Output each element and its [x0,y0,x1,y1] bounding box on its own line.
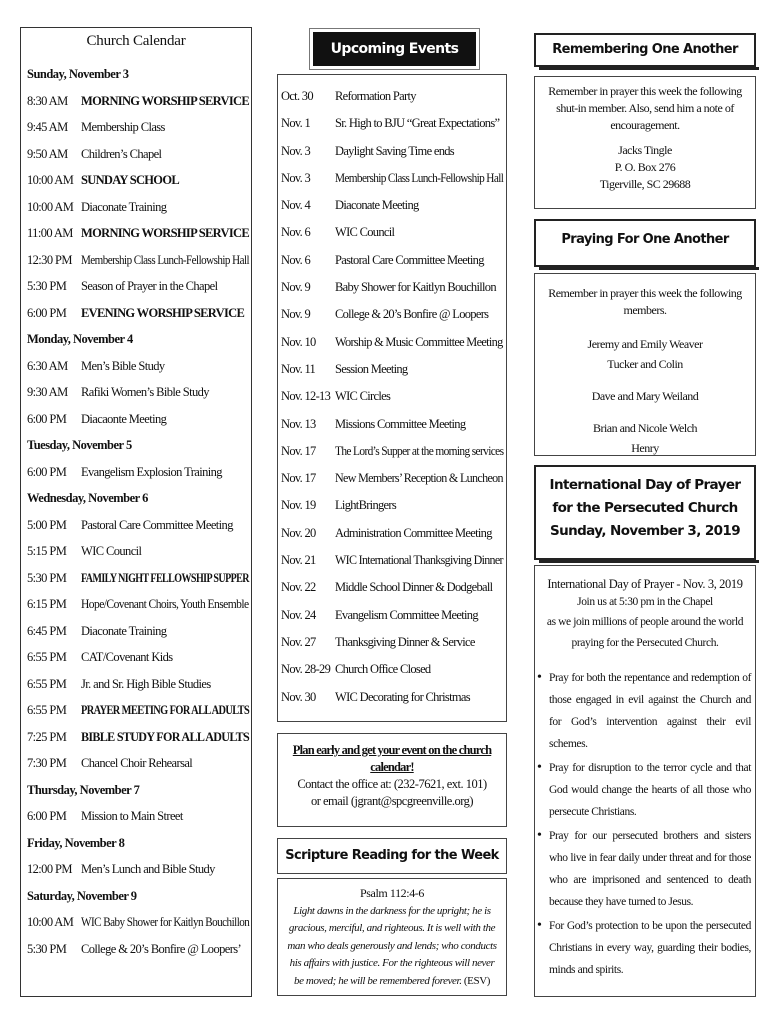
upcoming-event-date: Nov. 3 [281,143,311,158]
upcoming-event-row [278,385,506,412]
event-time: 12:00 PM [27,862,72,876]
upcoming-event-name: WIC Council [335,225,395,240]
prayer-member-group [535,334,755,374]
calendar-day-label: Wednesday, November 6 [27,491,148,505]
upcoming-event-date: Nov. 24 [281,607,316,622]
calendar-day-label: Monday, November 4 [27,332,133,346]
upcoming-event-name: Evangelism Committee Meeting [335,607,478,622]
upcoming-event-date: Nov. 3 [281,170,311,185]
event-time: 7:30 PM [27,756,67,770]
upcoming-event-row [278,686,506,713]
idp-bullet: • Pray for our persecuted brothers and sisters who live in fear daily under threat and for those who are imprisoned and sentenced to death because they have turned to Jesus. [535,825,751,913]
upcoming-event-date: Nov. 9 [281,280,311,295]
upcoming-event-name: WIC Decorating for Christmas [335,689,470,704]
prayer-member-group [535,418,755,458]
upcoming-event-row [278,140,506,167]
event-time: 6:00 PM [27,464,67,479]
calendar-title: Church Calendar [86,33,186,49]
upcoming-event-name: Church Office Closed [335,662,431,677]
event-time: 12:30 PM [27,252,72,267]
calendar-event [21,300,251,327]
event-name: MORNING WORSHIP SERVICE [81,226,249,240]
calendar-event [21,538,251,565]
calendar-event [21,406,251,433]
upcoming-events-title: Upcoming Events [313,32,476,66]
upcoming-event-name: New Members’ Reception & Luncheon [335,471,503,486]
calendar-event [21,353,251,380]
event-name: College & 20’s Bonfire @ Loopers’ [81,941,242,956]
calendar-day-label: Thursday, November 7 [27,782,140,797]
praying-intro: Remember in prayer this week the following members. [548,286,742,317]
calendar-event [21,591,251,618]
event-time: 6:55 PM [27,703,67,717]
event-name: WIC Baby Shower for Kaitlyn Bouchillon [81,915,250,929]
upcoming-event-name: Missions Committee Meeting [335,416,466,431]
event-name: Pastoral Care Committee Meeting [81,517,233,532]
event-name: Men’s Bible Study [81,358,165,373]
calendar-event [21,114,251,141]
event-time: 6:00 PM [27,411,67,426]
upcoming-events-header [309,28,480,70]
calendar-event [21,247,251,274]
calendar-event [21,697,251,724]
upcoming-event-date: Nov. 9 [281,307,311,322]
idp-title-line-2: for the Persecuted Church [552,500,738,516]
event-name: Season of Prayer in the Chapel [81,279,218,293]
upcoming-event-name: Middle School Dinner & Dodgeball [335,580,493,595]
event-name: WIC Council [81,544,142,558]
upcoming-event-date: Nov. 21 [281,553,316,568]
upcoming-event-date: Nov. 11 [281,361,316,376]
calendar-day-label: Friday, November 8 [27,835,125,850]
calendar-event [21,194,251,221]
event-name: CAT/Covenant Kids [81,650,173,664]
event-name: Membership Class Lunch-Fellowship Hall [81,252,250,267]
upcoming-event-name: Sr. High to BJU “Great Expectations” [335,116,500,131]
calendar-day-label: Tuesday, November 5 [27,438,132,452]
calendar-event [21,618,251,645]
upcoming-event-row [278,331,506,358]
event-name: Evangelism Explosion Training [81,464,222,479]
scripture-body [277,878,507,996]
event-time: 6:00 PM [27,305,67,320]
event-name: Children’s Chapel [81,146,162,161]
event-name: Rafiki Women’s Bible Study [81,385,209,399]
event-time: 10:00 AM [27,173,74,187]
event-time: 7:25 PM [27,729,67,744]
upcoming-event-date: Nov. 6 [281,252,311,267]
plan-early-box [277,733,507,827]
upcoming-event-row [278,85,506,112]
event-time: 9:50 AM [27,146,68,161]
praying-header [534,219,756,267]
calendar-event [21,512,251,539]
idp-title-line-3: Sunday, November 3, 2019 [549,523,741,539]
upcoming-event-row [278,549,506,576]
idp-line-1: Join us at 5:30 pm in the Chapel [577,596,713,608]
idp-bullet: • Pray for both the repentance and redemption of those engaged in evil against the Church and for God’s intervention against their evil schemes. [535,667,751,755]
plan-contact: Contact the office at: (232-7621, ext. 101) [297,777,487,791]
event-time: 9:45 AM [27,120,68,134]
calendar-event [21,141,251,168]
event-time: 6:55 PM [27,676,67,691]
event-name: Diacaonte Meeting [81,411,167,426]
upcoming-event-name: Session Meeting [335,361,408,376]
upcoming-event-name: Thanksgiving Dinner & Service [335,634,475,649]
shut-in-name: Jacks Tingle [618,143,672,157]
plan-email: or email (jgrant@spcgreenville.org) [310,794,474,808]
upcoming-events-list [277,74,507,722]
calendar-event [21,565,251,592]
upcoming-event-date: Nov. 19 [281,498,316,513]
upcoming-event-date: Nov. 22 [281,580,316,595]
idp-header [534,465,756,560]
calendar-event [21,909,251,936]
calendar-day-label: Saturday, November 9 [27,888,137,903]
prayer-member-line-1: Brian and Nicole Welch [592,421,698,435]
calendar-event [21,88,251,115]
idp-bullet: • Pray for disruption to the terror cycle and that God would change the hearts of all those who persecute Christians. [535,757,751,823]
upcoming-event-date: Nov. 10 [281,334,316,349]
upcoming-event-row [278,112,506,139]
calendar-event [21,856,251,883]
event-time: 5:30 PM [27,570,67,585]
upcoming-event-name: College & 20’s Bonfire @ Loopers [335,307,489,322]
upcoming-event-date: Nov. 27 [281,634,316,649]
calendar-event [21,671,251,698]
upcoming-event-date: Nov. 12-13 [281,389,331,404]
calendar-event [21,750,251,777]
upcoming-event-row [278,276,506,303]
event-time: 11:00 AM [27,226,73,240]
event-name: EVENING WORSHIP SERVICE [81,305,245,320]
upcoming-event-date: Nov. 17 [281,471,316,486]
upcoming-event-name: WIC International Thanksgiving Dinner [335,553,503,568]
event-name: Diaconate Training [81,199,167,214]
event-time: 5:30 PM [27,941,67,956]
upcoming-event-date: Nov. 20 [281,525,316,540]
remembering-title: Remembering One Another [552,42,738,57]
upcoming-event-name: Daylight Saving Time ends [335,143,454,158]
upcoming-event-date: Nov. 13 [281,416,316,431]
scripture-header: Scripture Reading for the Week [277,838,507,874]
event-time: 6:15 PM [27,597,67,611]
event-name: Men’s Lunch and Bible Study [81,862,215,876]
idp-heading: International Day of Prayer - Nov. 3, 2019 [547,577,743,591]
calendar-event [21,803,251,830]
calendar-event [21,459,251,486]
upcoming-event-row [278,576,506,603]
upcoming-event-name: Worship & Music Committee Meeting [335,334,503,349]
calendar-days [21,61,251,962]
upcoming-event-date: Nov. 6 [281,225,311,240]
prayer-member-line-2: Tucker and Colin [607,357,683,371]
upcoming-event-name: Membership Class Lunch-Fellowship Hall [335,170,504,185]
upcoming-event-row [278,658,506,685]
event-name: MORNING WORSHIP SERVICE [81,93,249,108]
upcoming-event-row [278,604,506,631]
prayer-member-line-1: Jeremy and Emily Weaver [587,337,703,351]
upcoming-event-row [278,167,506,194]
upcoming-event-name: Reformation Party [335,89,416,103]
event-time: 10:00 AM [27,915,74,929]
upcoming-event-row [278,631,506,658]
upcoming-event-row [278,494,506,521]
upcoming-event-date: Nov. 1 [281,116,311,131]
upcoming-event-name: Pastoral Care Committee Meeting [335,252,484,267]
calendar-event [21,644,251,671]
upcoming-event-row [278,413,506,440]
scripture-text: Light dawns in the darkness for the upright; he is gracious, merciful, and righteous. It is well with the man who deals generously and lends; who conducts his affairs with justice. For the righteous will never be moved; he will be remembered forever. [287,904,497,987]
event-name: PRAYER MEETING FOR ALL ADULTS [81,703,250,717]
event-name: Hope/Covenant Choirs, Youth Ensemble [81,597,249,611]
prayer-member-line-1: Dave and Mary Weiland [591,389,699,403]
upcoming-event-row [278,303,506,330]
remembering-intro: Remember in prayer this week the following shut-in member. Also, send him a note of encouragement. [548,84,742,132]
event-name: BIBLE STUDY FOR ALL ADULTS [81,729,249,744]
upcoming-event-date: Oct. 30 [281,89,313,103]
event-time: 10:00 AM [27,199,74,214]
idp-body [534,565,756,997]
event-name: Membership Class [81,120,165,134]
praying-title: Praying For One Another [561,232,729,247]
idp-title-line-1: International Day of Prayer [549,477,741,493]
calendar-event [21,167,251,194]
idp-bullet-list [535,653,755,981]
calendar-event [21,220,251,247]
calendar-day-label: Sunday, November 3 [27,67,129,81]
calendar-event [21,379,251,406]
upcoming-event-name: Diaconate Meeting [335,198,419,213]
event-time: 5:00 PM [27,517,67,532]
praying-body [534,273,756,456]
upcoming-event-date: Nov. 4 [281,198,311,213]
event-time: 6:00 PM [27,809,67,823]
upcoming-event-date: Nov. 17 [281,443,316,458]
upcoming-event-row [278,522,506,549]
shut-in-address-2: Tigerville, SC 29688 [599,177,691,191]
calendar-event [21,936,251,963]
upcoming-event-row [278,194,506,221]
upcoming-event-name: Administration Committee Meeting [335,525,492,540]
idp-line-3: praying for the Persecuted Church. [571,637,719,649]
idp-bullet: • For God’s protection to be upon the persecuted Christians in every way, guarding their bodies, minds and spirits. [535,915,751,981]
event-name: Diaconate Training [81,623,167,638]
idp-line-2: as we join millions of people around the world [546,616,744,628]
scripture-version: (ESV) [463,974,491,987]
church-calendar [20,27,252,997]
upcoming-event-name: Baby Shower for Kaitlyn Bouchillon [335,280,496,295]
plan-heading: Plan early and get your event on the church calendar! [292,743,492,774]
event-name: FAMILY NIGHT FELLOWSHIP SUPPER [81,570,249,585]
remembering-body [534,76,756,209]
prayer-member-group [535,386,755,406]
event-name: Chancel Choir Rehearsal [81,756,193,770]
event-time: 8:30 AM [27,93,68,108]
upcoming-event-row [278,358,506,385]
upcoming-event-row [278,221,506,248]
upcoming-event-row [278,440,506,467]
event-name: SUNDAY SCHOOL [81,173,179,187]
upcoming-event-name: LightBringers [335,498,397,513]
upcoming-event-name: WIC Circles [335,389,391,404]
upcoming-event-row [278,249,506,276]
event-name: Jr. and Sr. High Bible Studies [81,676,211,691]
scripture-reference: Psalm 112:4-6 [359,886,425,900]
event-time: 9:30 AM [27,385,68,399]
upcoming-event-row [278,467,506,494]
prayer-member-line-2: Henry [631,441,659,455]
event-time: 5:30 PM [27,279,67,293]
event-time: 6:55 PM [27,650,67,664]
upcoming-event-date: Nov. 28-29 [281,662,331,677]
upcoming-event-date: Nov. 30 [281,689,316,704]
event-time: 6:30 AM [27,358,68,373]
upcoming-event-name: The Lord’s Supper at the morning services [335,443,504,458]
calendar-event [21,273,251,300]
event-time: 5:15 PM [27,544,67,558]
calendar-event [21,724,251,751]
event-time: 6:45 PM [27,623,67,638]
event-name: Mission to Main Street [81,809,183,823]
remembering-header [534,33,756,67]
praying-groups [535,334,755,458]
shut-in-address-1: P. O. Box 276 [614,160,676,174]
